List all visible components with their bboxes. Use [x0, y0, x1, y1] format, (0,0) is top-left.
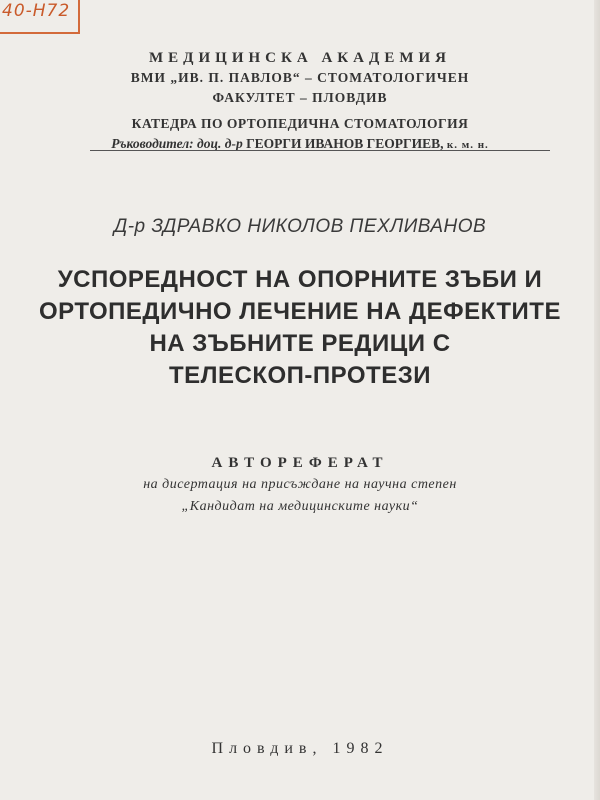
stamp-text: 40-Н72: [2, 1, 71, 21]
head-prefix: Ръководител: доц. д-р: [111, 136, 243, 151]
place-and-year: Пловдив, 1982: [211, 740, 389, 757]
author-line: [0, 216, 600, 238]
department-head: [0, 134, 600, 155]
institute-name: ВМИ „ИВ. П. ПАВЛОВ“ – СТОМАТОЛОГИЧЕН: [130, 70, 470, 85]
department-name: КАТЕДРА ПО ОРТОПЕДИЧНА СТОМАТОЛОГИЯ: [131, 116, 469, 131]
title-line: ОРТОПЕДИЧНО ЛЕЧЕНИЕ НА ДЕФЕКТИТЕ: [39, 298, 561, 325]
abstract-block: [0, 452, 600, 518]
dissertation-title: [0, 264, 600, 392]
degree-name: „Кандидат на медицинските науки“: [181, 499, 419, 514]
faculty-name: ФАКУЛТЕТ – ПЛОВДИВ: [212, 90, 388, 105]
library-stamp: [0, 0, 80, 34]
academy-name: МЕДИЦИНСКА АКАДЕМИЯ: [149, 50, 451, 66]
header-divider: [90, 150, 550, 151]
title-line: УСПОРЕДНОСТ НА ОПОРНИТЕ ЗЪБИ И: [57, 266, 543, 293]
institution-header: [0, 48, 600, 155]
title-line: ТЕЛЕСКОП-ПРОТЕЗИ: [169, 362, 431, 389]
title-line: НА ЗЪБНИТЕ РЕДИЦИ С: [149, 330, 451, 357]
head-degree: к. м. н.: [446, 139, 489, 151]
page-edge: [594, 0, 600, 800]
head-name: ГЕОРГИ ИВАНОВ ГЕОРГИЕВ,: [246, 136, 444, 151]
author-prefix: Д-р: [113, 216, 146, 237]
abstract-description: на дисертация на присъждане на научна степен: [143, 477, 457, 492]
author-name: ЗДРАВКО НИКОЛОВ ПЕХЛИВАНОВ: [151, 216, 487, 237]
abstract-label: АВТОРЕФЕРАТ: [211, 455, 389, 471]
